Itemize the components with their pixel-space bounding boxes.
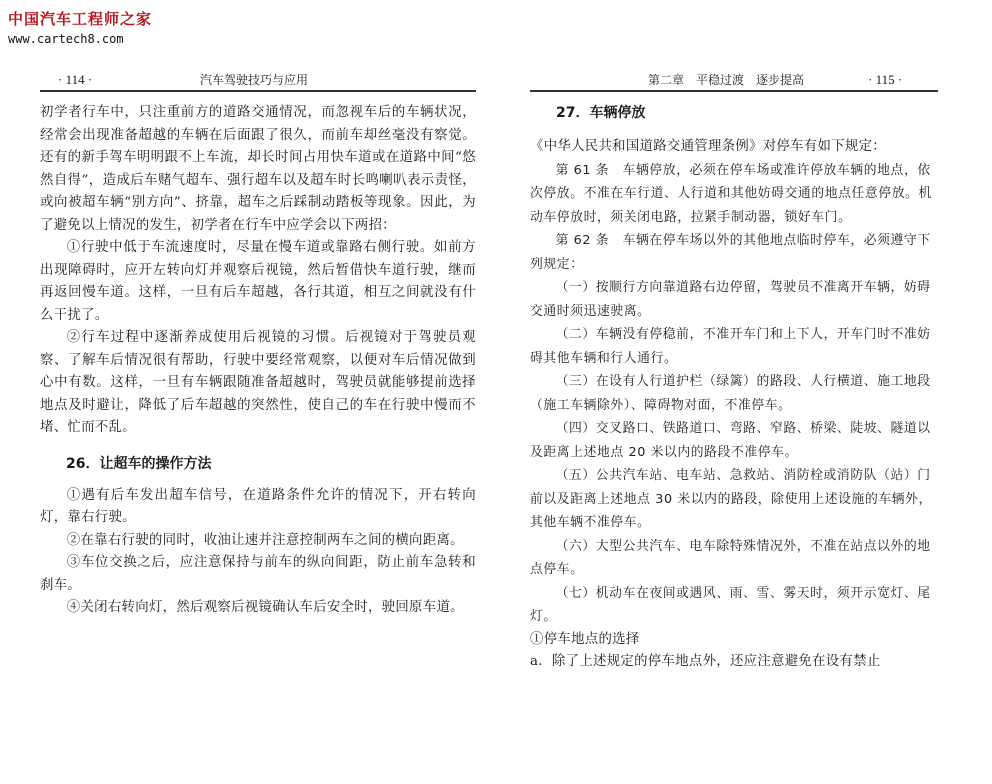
paragraph: ①行驶中低于车流速度时，尽量在慢车道或靠路右侧行驶。如前方出现障碍时，应开左转向灯并观察后视镜，然后暂借快车道行驶，继而再返回慢车道。这样，一旦有后车超越，各行其道，相互之间就没有什么干扰了。 [40, 240, 476, 323]
watermark-url: www.cartech8.com [8, 32, 124, 46]
paragraph: a．除了上述规定的停车地点外，还应注意避免在设有禁止 [530, 654, 881, 669]
section-heading-26: 26．让超车的操作方法 [66, 455, 212, 472]
left-page-number: · 114 · [58, 72, 93, 87]
right-page [530, 68, 938, 768]
regulation-item: （二）车辆没有停稳前，不准开车门和上下人，开车门时不准妨碍其他车辆和行人通行。 [530, 327, 931, 366]
left-page-body [40, 102, 476, 620]
regulation-item: （七）机动车在夜间或遇风、雨、雪、雾天时，须开示宽灯、尾灯。 [530, 585, 931, 624]
watermark-title: 中国汽车工程师之家 [8, 10, 153, 28]
watermark-logo [8, 8, 178, 52]
left-page-header [40, 68, 476, 92]
right-page-number: · 115 · [868, 72, 903, 87]
regulation-item: （五）公共汽车站、电车站、急救站、消防栓或消防队（站）门前以及距离上述地点 30 米以内的路段，除使用上述设施的车辆外，其他车辆不准停车。 [530, 468, 932, 530]
right-running-title: 第二章 平稳过渡 逐步提高 [648, 73, 805, 87]
paragraph: 初学者行车中，只注重前方的道路交通情况，而忽视车后的车辆状况，经常会出现准备超越的车辆在后面跟了很久，而前车却丝毫没有察觉。还有的新手驾车明明跟不上车流，却长时间占用快车道或在道路中间“悠然自得”，造成后车赌气超车、强行超车以及超车时长鸣喇叭表示责怪，或向被超车辆“别方向”、挤靠，超车之后踩制动踏板等现象。因此，为了避免以上情况的发生，初学者在行车中应学会以下两招： [40, 105, 476, 233]
paragraph: 《中华人民共和国道路交通管理条例》对停车有如下规定： [530, 139, 886, 154]
regulation-item: 第 62 条 车辆在停车场以外的其他地点临时停车，必须遵守下列规定： [530, 233, 931, 272]
section-heading-27: 27．车辆停放 [556, 105, 646, 121]
paragraph: ②行车过程中逐渐养成使用后视镜的习惯。后视镜对于驾驶员观察、了解车后情况很有帮助，行驶中要经常观察，以便对车后情况做到心中有数。这样，一旦有车辆跟随准备超越时，驾驶员就能够提前选择地点及时避让，降低了后车超越的突然性，使自己的车在行驶中慢而不堵、忙而不乱。 [40, 330, 476, 435]
step-item: ④关闭右转向灯，然后观察后视镜确认车后安全时，驶回原车道。 [66, 600, 464, 615]
regulation-item: （三）在设有人行道护栏（绿篱）的路段、人行横道、施工地段（施工车辆除外）、障碍物对面，不准停车。 [530, 374, 931, 413]
regulation-item: （四）交叉路口、铁路道口、弯路、窄路、桥梁、陡坡、隧道以及距离上述地点 20 米以内的路段不准停车。 [530, 421, 931, 460]
left-page [40, 68, 476, 768]
step-item: ③车位交换之后，应注意保持与前车的纵向间距，防止前车急转和刹车。 [40, 555, 476, 593]
regulation-item: （一）按顺行方向靠道路右边停留，驾驶员不准离开车辆，妨碍交通时须迅速驶离。 [530, 280, 931, 319]
right-page-header [530, 68, 938, 92]
step-item: ①遇有后车发出超车信号，在道路条件允许的情况下，开右转向灯，靠右行驶。 [40, 487, 476, 525]
step-item: ②在靠右行驶的同时，收油让速并注意控制两车之间的横向距离。 [66, 532, 464, 548]
regulation-item: 第 61 条 车辆停放，必须在停车场或准许停放车辆的地点，依次停放。不准在车行道、人行道和其他妨碍交通的地点任意停放。机动车停放时，须关闭电路，拉紧手制动器，锁好车门。 [530, 162, 932, 225]
left-running-title: 汽车驾驶技巧与应用 [200, 73, 309, 87]
regulation-item: （六）大型公共汽车、电车除特殊情况外，不准在站点以外的地点停车。 [530, 538, 931, 577]
right-page-body [530, 102, 938, 674]
subheading: ①停车地点的选择 [530, 631, 640, 647]
